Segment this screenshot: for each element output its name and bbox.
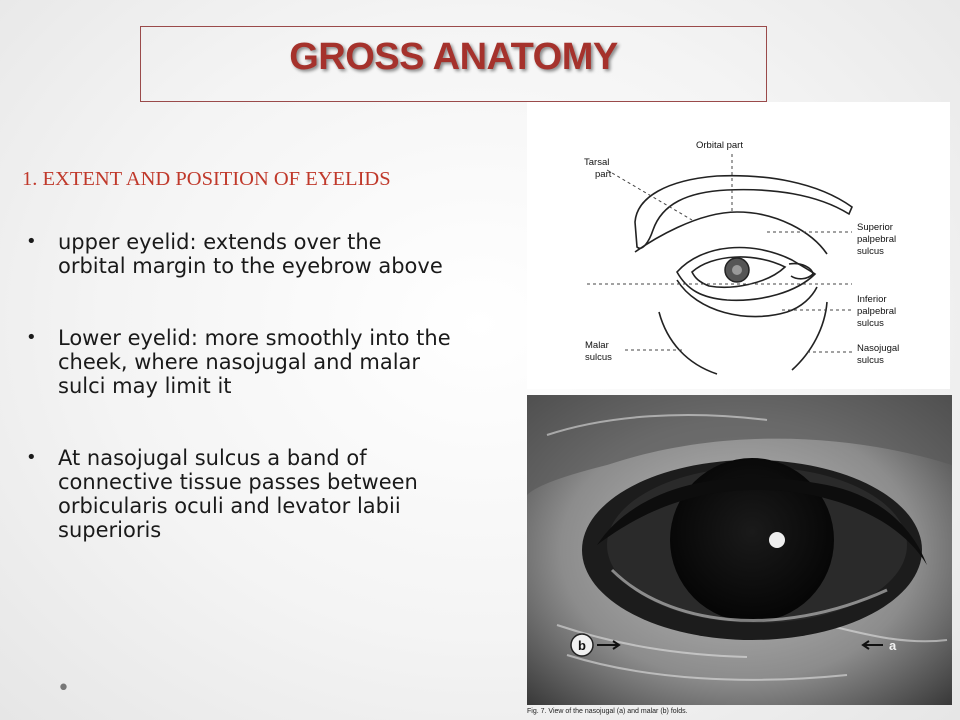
bullet-dot-icon: • [26,231,37,252]
eye-diagram [527,102,950,389]
svg-text:sulcus: sulcus [857,318,884,329]
eye-photo-svg [527,395,952,705]
label-orbital-part: Orbital part [696,140,743,151]
label-a: a [889,638,897,653]
bullet-list [22,230,452,590]
bullet-text: Lower eyelid: more smoothly into the cheek, where nasojugal and malar sulci may limit it [58,326,451,398]
malar-line [659,312,717,374]
svg-text:palpebral: palpebral [857,234,897,245]
bullet-item [22,446,452,542]
slide-title: GROSS ANATOMY [289,36,618,78]
bullet-text: At nasojugal sulcus a band of connective tissue passes between orbicularis oculi and levator labii superioris [58,446,418,542]
bullet-dot-icon: • [26,447,37,468]
label-inferior: Inferior [857,294,887,305]
svg-text:palpebral: palpebral [857,306,897,317]
photo-caption: Fig. 7. View of the nasojugal (a) and malar (b) folds. [527,708,688,715]
bullet-item [22,326,452,398]
label-b: b [578,638,586,653]
label-tarsal: Tarsal [584,157,610,168]
label-malar: Malar [585,340,609,351]
eye-photo [527,395,952,705]
label-nasojugal: Nasojugal [857,343,900,354]
nasojugal-line [792,302,827,370]
bullet-text: upper eyelid: extends over the orbital margin to the eyebrow above [58,230,443,278]
svg-text:sulcus: sulcus [857,246,884,257]
label-part: part [595,169,612,180]
svg-text:sulcus: sulcus [585,352,612,363]
eye-diagram-svg [527,102,950,389]
section-heading: 1. EXTENT AND POSITION OF EYELIDS [22,168,391,190]
bullet-dot-icon: • [26,327,37,348]
bullet-item [22,230,452,278]
svg-text:sulcus: sulcus [857,355,884,366]
label-superior: Superior [857,222,893,233]
empty-bullet: • [57,676,70,701]
